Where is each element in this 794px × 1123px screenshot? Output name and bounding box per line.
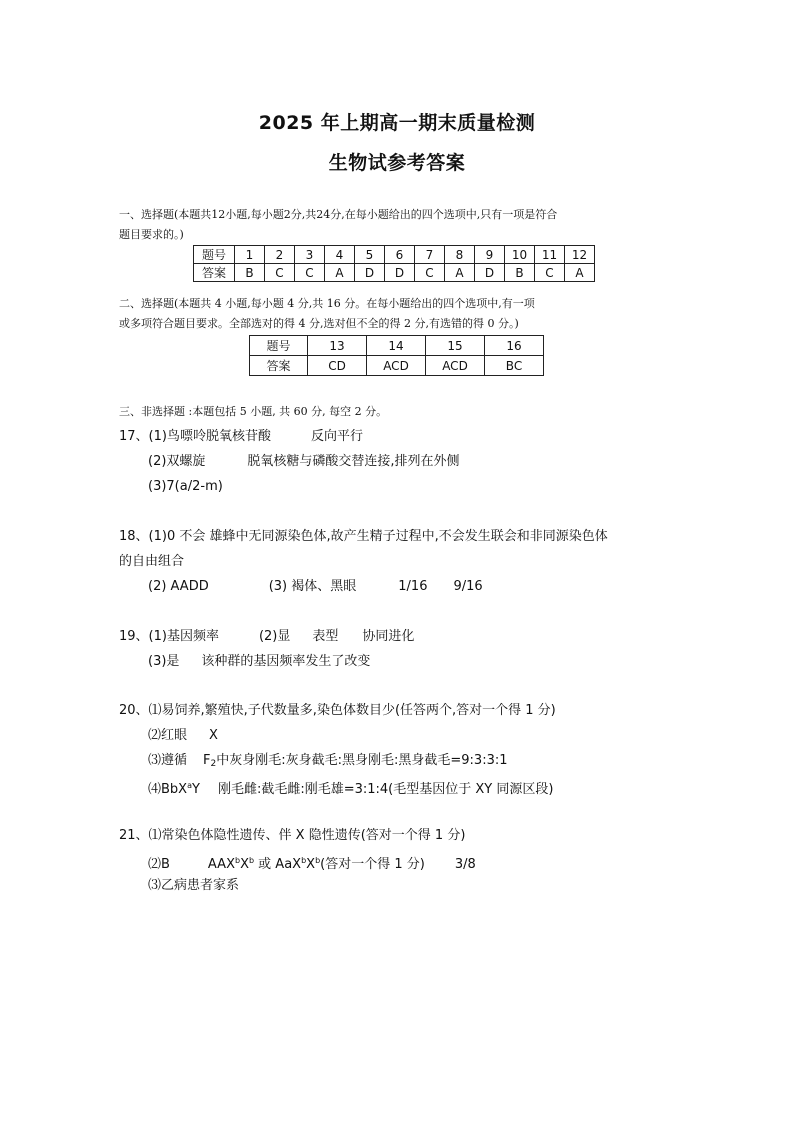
q21-line3 xyxy=(148,876,239,896)
question-number: 16 xyxy=(485,336,544,356)
q18-answer-2: (2) AADD xyxy=(148,579,209,594)
q18-answer-3: (3) 褐体、黑眼 xyxy=(268,579,357,594)
section2-heading-line2: 或多项符合题目要求。全部选对的得 4 分,选对但不全的得 2 分,有选错的得 0 分。) xyxy=(119,317,519,330)
q18-line1-cont xyxy=(119,552,184,572)
q21-answer-3: $AAX^bX^b$ 或 $AaX^bX^b$(答对一个得 1 分) xyxy=(207,856,425,872)
q18-answer-1-cont: 的自由组合 xyxy=(119,554,185,569)
answer-cell: C xyxy=(415,264,445,282)
question-number: 1 xyxy=(235,246,265,264)
question-number: 15 xyxy=(426,336,485,356)
q21-answer-4: 3/8 xyxy=(454,857,476,872)
q20-answer-1: 20、⑴易饲养,繁殖快,子代数量多,染色体数目少(任答两个,答对一个得 1 分) xyxy=(119,703,556,718)
section1-heading-line1: 一、选择题(本题共12小题,每小题2分,共24分,在每小题给出的四个选项中,只有一项是符合 xyxy=(119,208,558,221)
question-number: 9 xyxy=(475,246,505,264)
q19-answer-5: (3)是 xyxy=(148,654,180,669)
answer-cell: BC xyxy=(485,356,544,376)
answer-cell: C xyxy=(265,264,295,282)
q21-line2 xyxy=(148,851,476,875)
table-row-numbers xyxy=(250,336,544,356)
q17-line2 xyxy=(148,452,460,472)
section2-answer-table xyxy=(249,335,544,376)
question-number: 12 xyxy=(565,246,595,264)
q17-answer-1: 17、(1)鸟嘌呤脱氧核苷酸 xyxy=(119,429,271,444)
q21-answer-2: ⑵B xyxy=(148,857,170,872)
q19-answer-3: 表型 xyxy=(312,629,339,644)
answer-cell: C xyxy=(535,264,565,282)
row-label-question: 题号 xyxy=(250,336,308,356)
q20-answer-4: ⑶遵循 xyxy=(148,753,188,768)
table-row-answers xyxy=(194,264,595,282)
answer-cell: B xyxy=(505,264,535,282)
section3-heading xyxy=(119,402,679,422)
section1-heading xyxy=(119,205,679,245)
question-number: 10 xyxy=(505,246,535,264)
question-number: 11 xyxy=(535,246,565,264)
q21-answer-1: 21、⑴常染色体隐性遗传、伴 X 隐性遗传(答对一个得 1 分) xyxy=(119,828,466,843)
answer-cell: C xyxy=(295,264,325,282)
answer-cell: CD xyxy=(308,356,367,376)
q17-line1 xyxy=(119,427,363,447)
section3-heading-text: 三、非选择题 :本题包括 5 小题, 共 60 分, 每空 2 分。 xyxy=(119,405,388,418)
q19-answer-1: 19、(1)基因频率 xyxy=(119,629,219,644)
q18-answer-4: 1/16 xyxy=(398,579,428,594)
row-label-answer: 答案 xyxy=(250,356,308,376)
answer-cell: D xyxy=(355,264,385,282)
q20-line2 xyxy=(148,726,218,746)
section1-heading-line2: 题目要求的。) xyxy=(119,228,184,241)
q20-line3 xyxy=(148,751,508,774)
q18-answer-5: 9/16 xyxy=(453,579,483,594)
q20-answer-2: ⑵红眼 xyxy=(148,728,188,743)
answer-cell: A xyxy=(325,264,355,282)
q20-answer-3: X xyxy=(209,728,218,743)
q17-line3 xyxy=(148,477,223,497)
q19-answer-4: 协同进化 xyxy=(362,629,415,644)
q18-line1 xyxy=(119,527,679,547)
section2-heading xyxy=(119,294,679,334)
question-number: 4 xyxy=(325,246,355,264)
answer-cell: B xyxy=(235,264,265,282)
answer-cell: A xyxy=(445,264,475,282)
question-number: 5 xyxy=(355,246,385,264)
question-number: 3 xyxy=(295,246,325,264)
q17-answer-5: (3)7(a/2-m) xyxy=(148,479,223,494)
table-row-answers xyxy=(250,356,544,376)
question-number: 8 xyxy=(445,246,475,264)
q19-answer-6: 该种群的基因频率发生了改变 xyxy=(201,654,371,669)
q21-answer-5: ⑶乙病患者家系 xyxy=(148,878,240,893)
question-number: 6 xyxy=(385,246,415,264)
row-label-question: 题号 xyxy=(194,246,235,264)
q19-answer-2: (2)显 xyxy=(258,629,291,644)
q17-answer-2: 反向平行 xyxy=(310,429,363,444)
answer-cell: A xyxy=(565,264,595,282)
q20-line4 xyxy=(148,776,553,800)
q21-line1 xyxy=(119,826,465,846)
q19-line2 xyxy=(148,652,370,672)
question-number: 13 xyxy=(308,336,367,356)
question-number: 2 xyxy=(265,246,295,264)
q20-answer-5: $F_2$中灰身刚毛:灰身截毛:黑身刚毛:黑身截毛=9:3:3:1 xyxy=(203,753,508,769)
q20-line1 xyxy=(119,701,556,721)
row-label-answer: 答案 xyxy=(194,264,235,282)
q17-answer-4: 脱氧核糖与磷酸交替连接,排列在外侧 xyxy=(247,454,460,469)
q19-line1 xyxy=(119,627,414,647)
question-number: 7 xyxy=(415,246,445,264)
section2-heading-line1: 二、选择题(本题共 4 小题,每小题 4 分,共 16 分。在每小题给出的四个选项中,有一项 xyxy=(119,297,535,310)
answer-cell: ACD xyxy=(426,356,485,376)
page-subtitle: 生物试参考答案 xyxy=(328,152,466,174)
answer-cell: D xyxy=(475,264,505,282)
q20-answer-6: ⑷BbX$^a$Y xyxy=(148,781,200,797)
question-number: 14 xyxy=(367,336,426,356)
answer-cell: D xyxy=(385,264,415,282)
q18-line2 xyxy=(148,577,483,597)
q18-answer-1: 18、(1)0 不会 雄蜂中无同源染色体,故产生精子过程中,不会发生联会和非同源染色体 xyxy=(119,529,608,544)
table-row-numbers xyxy=(194,246,595,264)
page-title: 2025 年上期高一期末质量检测 xyxy=(258,112,536,134)
section1-answer-table xyxy=(193,245,595,282)
answer-cell: ACD xyxy=(367,356,426,376)
q20-answer-7: 刚毛雌:截毛雌:刚毛雄=3:1:4(毛型基因位于 XY 同源区段) xyxy=(217,782,554,797)
q17-answer-3: (2)双螺旋 xyxy=(148,454,206,469)
